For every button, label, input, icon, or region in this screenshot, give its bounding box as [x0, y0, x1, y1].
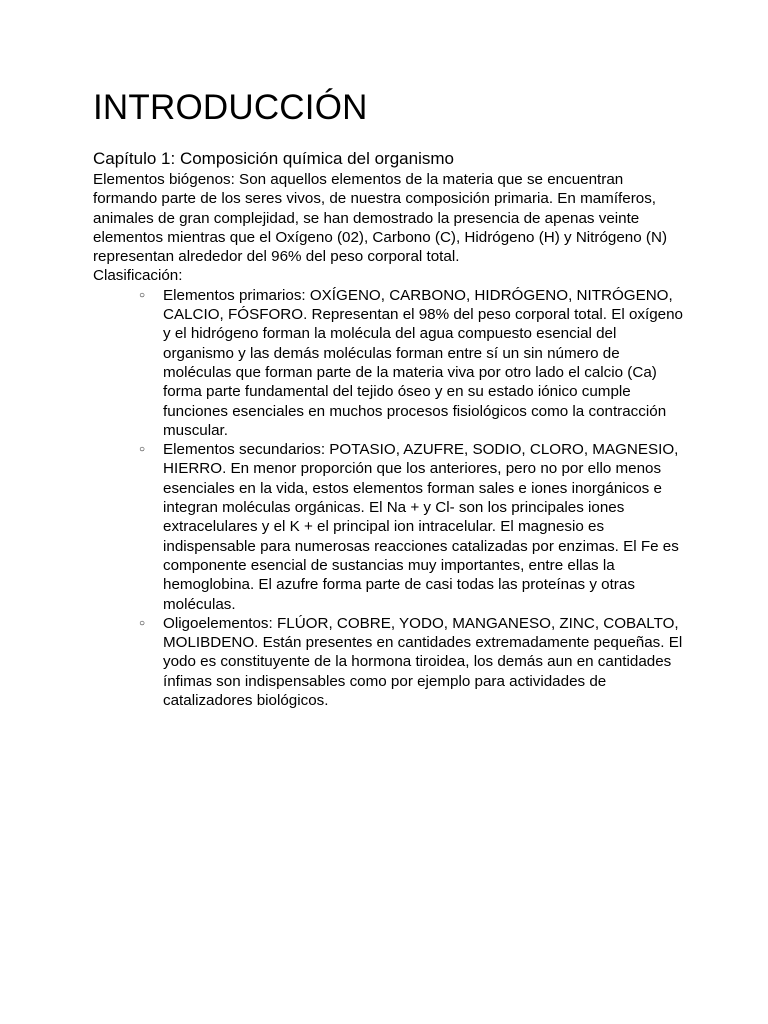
list-item-text: Elementos secundarios: POTASIO, AZUFRE, SODIO, CLORO, MAGNESIO, HIERRO. En menor proporción que los anteriores, pero no por ello menos esenciales en la vida, estos elementos forman sales e iones inorgánicos e integran moléculas orgánicas. El Na + y Cl- son los principales iones extracelulares y el K + el principal ion intracelular. El magnesio es indispensable para numerosas reacciones catalizadas por enzimas. El Fe es componente esencial de sustancias muy importantes, entre ellas la hemoglobina. El azufre forma parte de casi todas las proteínas y otras moléculas.: [163, 441, 679, 613]
element-classification-list: [93, 286, 683, 711]
classification-label: Clasificación:: [93, 267, 183, 285]
list-item-text: Elementos primarios: OXÍGENO, CARBONO, HIDRÓGENO, NITRÓGENO, CALCIO, FÓSFORO. Representan el 98% del peso corporal total. El oxígeno y el hidrógeno forman la molécula del agua compuesto esencial del organismo y las demás moléculas forman entre sí un sin número de moléculas que forman parte de la materia viva por otro lado el calcio (Ca) forma parte fundamental del tejido óseo y en su estado iónico cumple funciones esenciales en muchos procesos fisiológicos como la contracción muscular.: [163, 286, 684, 439]
bullet-circle-icon: ○: [139, 444, 146, 456]
list-item-text: Oligoelementos: FLÚOR, COBRE, YODO, MANGANESO, ZINC, COBALTO, MOLIBDENO. Están presentes en cantidades extremadamente pequeñas. El yodo es constituyente de la hormona tiroidea, los demás aun en cantidades ínfimas son indispensables como por ejemplo para actividades de catalizadores biológicos.: [163, 614, 683, 710]
list-item-secondary-elements: [93, 440, 683, 614]
bullet-circle-icon: ○: [139, 617, 146, 629]
bullet-circle-icon: ○: [139, 289, 146, 301]
list-item-trace-elements: [93, 614, 683, 710]
document-page: [93, 86, 683, 710]
chapter-heading: Capítulo 1: Composición química del organismo: [93, 149, 454, 168]
list-item-primary-elements: [93, 286, 683, 440]
intro-paragraph: Elementos biógenos: Son aquellos elementos de la materia que se encuentran formando parte de los seres vivos, de nuestra composición primaria. En mamíferos, animales de gran complejidad, se han demostrado la presencia de apenas veinte elementos mientras que el Oxígeno (02), Carbono (C), Hidrógeno (H) y Nitrógeno (N) representan alrededor del 96% del peso corporal total.: [93, 171, 667, 266]
page-title: INTRODUCCIÓN: [93, 88, 368, 127]
